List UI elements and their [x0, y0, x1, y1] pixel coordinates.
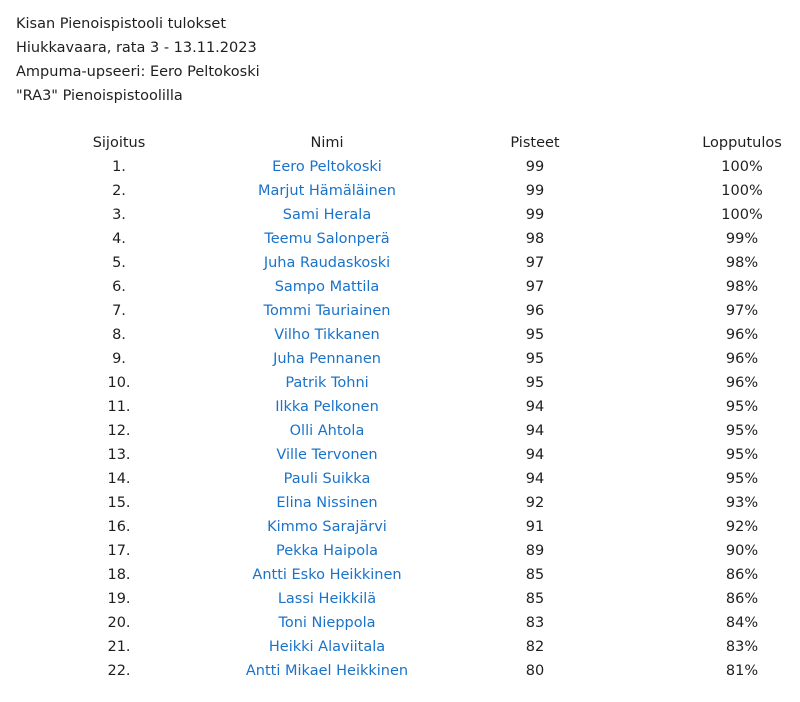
- name-link[interactable]: Antti Mikael Heikkinen: [245, 663, 409, 679]
- range-officer: Ampuma-upseeri: Eero Peltokoski: [16, 64, 260, 80]
- name-link[interactable]: Pekka Haipola: [276, 543, 378, 559]
- result-cell: 96%: [725, 327, 759, 343]
- table-row: [0, 155, 800, 179]
- score-cell: 94: [525, 399, 545, 415]
- score-cell: 95: [525, 375, 545, 391]
- name-link[interactable]: Toni Nieppola: [278, 615, 376, 631]
- rank-cell: 20.: [107, 615, 131, 631]
- rank-cell: 7.: [112, 303, 126, 319]
- result-cell: 84%: [725, 615, 759, 631]
- rank-cell: 2.: [112, 183, 126, 199]
- table-row: [0, 443, 800, 467]
- table-row: [0, 203, 800, 227]
- score-cell: 94: [525, 447, 545, 463]
- score-cell: 91: [525, 519, 545, 535]
- score-cell: 99: [525, 183, 545, 199]
- rank-cell: 15.: [107, 495, 131, 511]
- score-cell: 96: [525, 303, 545, 319]
- score-cell: 85: [525, 567, 545, 583]
- score-cell: 89: [525, 543, 545, 559]
- name-link[interactable]: Juha Pennanen: [273, 351, 381, 367]
- table-body: [0, 155, 800, 683]
- score-cell: 85: [525, 591, 545, 607]
- score-cell: 94: [525, 471, 545, 487]
- column-header-score: Pisteet: [510, 135, 560, 151]
- result-cell: 99%: [725, 231, 759, 247]
- score-cell: 94: [525, 423, 545, 439]
- score-cell: 80: [525, 663, 545, 679]
- result-cell: 81%: [725, 663, 759, 679]
- rank-cell: 18.: [107, 567, 131, 583]
- rank-cell: 21.: [107, 639, 131, 655]
- name-link[interactable]: Elina Nissinen: [276, 495, 378, 511]
- result-cell: 92%: [725, 519, 759, 535]
- rank-cell: 3.: [112, 207, 126, 223]
- results-header: [16, 12, 260, 108]
- result-cell: 100%: [721, 159, 763, 175]
- score-cell: 82: [525, 639, 545, 655]
- name-link[interactable]: Juha Raudaskoski: [263, 255, 391, 271]
- table-row: [0, 611, 800, 635]
- result-cell: 98%: [725, 279, 759, 295]
- name-link[interactable]: Tommi Tauriainen: [263, 303, 391, 319]
- name-link[interactable]: Lassi Heikkilä: [277, 591, 377, 607]
- rank-cell: 1.: [112, 159, 126, 175]
- result-cell: 95%: [725, 447, 759, 463]
- name-link[interactable]: Heikki Alaviitala: [268, 639, 386, 655]
- rank-cell: 5.: [112, 255, 126, 271]
- name-link[interactable]: Sampo Mattila: [274, 279, 380, 295]
- name-link[interactable]: Antti Esko Heikkinen: [252, 567, 402, 583]
- score-cell: 99: [525, 159, 545, 175]
- result-cell: 98%: [725, 255, 759, 271]
- result-cell: 83%: [725, 639, 759, 655]
- rank-cell: 17.: [107, 543, 131, 559]
- name-link[interactable]: Olli Ahtola: [289, 423, 365, 439]
- table-row: [0, 251, 800, 275]
- name-link[interactable]: Pauli Suikka: [283, 471, 371, 487]
- rank-cell: 12.: [107, 423, 131, 439]
- result-cell: 95%: [725, 471, 759, 487]
- score-cell: 95: [525, 327, 545, 343]
- table-row: [0, 323, 800, 347]
- name-link[interactable]: Marjut Hämäläinen: [258, 183, 396, 199]
- table-row: [0, 347, 800, 371]
- name-link[interactable]: Vilho Tikkanen: [274, 327, 380, 343]
- result-cell: 95%: [725, 423, 759, 439]
- table-row: [0, 419, 800, 443]
- table-row: [0, 395, 800, 419]
- table-row: [0, 227, 800, 251]
- page-title: Kisan Pienoispistooli tulokset: [16, 16, 227, 32]
- result-cell: 86%: [725, 567, 759, 583]
- table-row: [0, 563, 800, 587]
- score-cell: 92: [525, 495, 545, 511]
- score-cell: 97: [525, 279, 545, 295]
- table-row: [0, 515, 800, 539]
- table-header-row: [0, 131, 800, 155]
- competition-location-date: Hiukkavaara, rata 3 - 13.11.2023: [16, 40, 257, 56]
- result-cell: 96%: [725, 351, 759, 367]
- column-header-result: Lopputulos: [702, 135, 782, 151]
- result-cell: 100%: [721, 183, 763, 199]
- name-link[interactable]: Ville Tervonen: [276, 447, 378, 463]
- result-cell: 93%: [725, 495, 759, 511]
- rank-cell: 6.: [112, 279, 126, 295]
- rank-cell: 11.: [107, 399, 131, 415]
- rank-cell: 22.: [107, 663, 131, 679]
- table-row: [0, 299, 800, 323]
- table-row: [0, 275, 800, 299]
- name-link[interactable]: Sami Herala: [282, 207, 372, 223]
- table-row: [0, 539, 800, 563]
- result-cell: 97%: [725, 303, 759, 319]
- score-cell: 99: [525, 207, 545, 223]
- weapon-class: "RA3" Pienoispistoolilla: [16, 88, 183, 104]
- result-cell: 96%: [725, 375, 759, 391]
- score-cell: 95: [525, 351, 545, 367]
- rank-cell: 16.: [107, 519, 131, 535]
- name-link[interactable]: Patrik Tohni: [285, 375, 369, 391]
- name-link[interactable]: Eero Peltokoski: [272, 159, 382, 175]
- table-row: [0, 371, 800, 395]
- rank-cell: 8.: [112, 327, 126, 343]
- score-cell: 98: [525, 231, 545, 247]
- score-cell: 97: [525, 255, 545, 271]
- name-link[interactable]: Kimmo Sarajärvi: [267, 519, 387, 535]
- column-header-name: Nimi: [310, 135, 344, 151]
- score-cell: 83: [525, 615, 545, 631]
- name-link[interactable]: Ilkka Pelkonen: [275, 399, 379, 415]
- name-link[interactable]: Teemu Salonperä: [264, 231, 390, 247]
- rank-cell: 14.: [107, 471, 131, 487]
- table-row: [0, 179, 800, 203]
- rank-cell: 4.: [112, 231, 126, 247]
- result-cell: 100%: [721, 207, 763, 223]
- rank-cell: 10.: [107, 375, 131, 391]
- result-cell: 86%: [725, 591, 759, 607]
- table-row: [0, 635, 800, 659]
- table-row: [0, 491, 800, 515]
- column-header-rank: Sijoitus: [92, 135, 146, 151]
- table-row: [0, 659, 800, 683]
- results-table: [0, 131, 800, 683]
- table-row: [0, 587, 800, 611]
- result-cell: 95%: [725, 399, 759, 415]
- result-cell: 90%: [725, 543, 759, 559]
- rank-cell: 19.: [107, 591, 131, 607]
- rank-cell: 13.: [107, 447, 131, 463]
- rank-cell: 9.: [112, 351, 126, 367]
- table-row: [0, 467, 800, 491]
